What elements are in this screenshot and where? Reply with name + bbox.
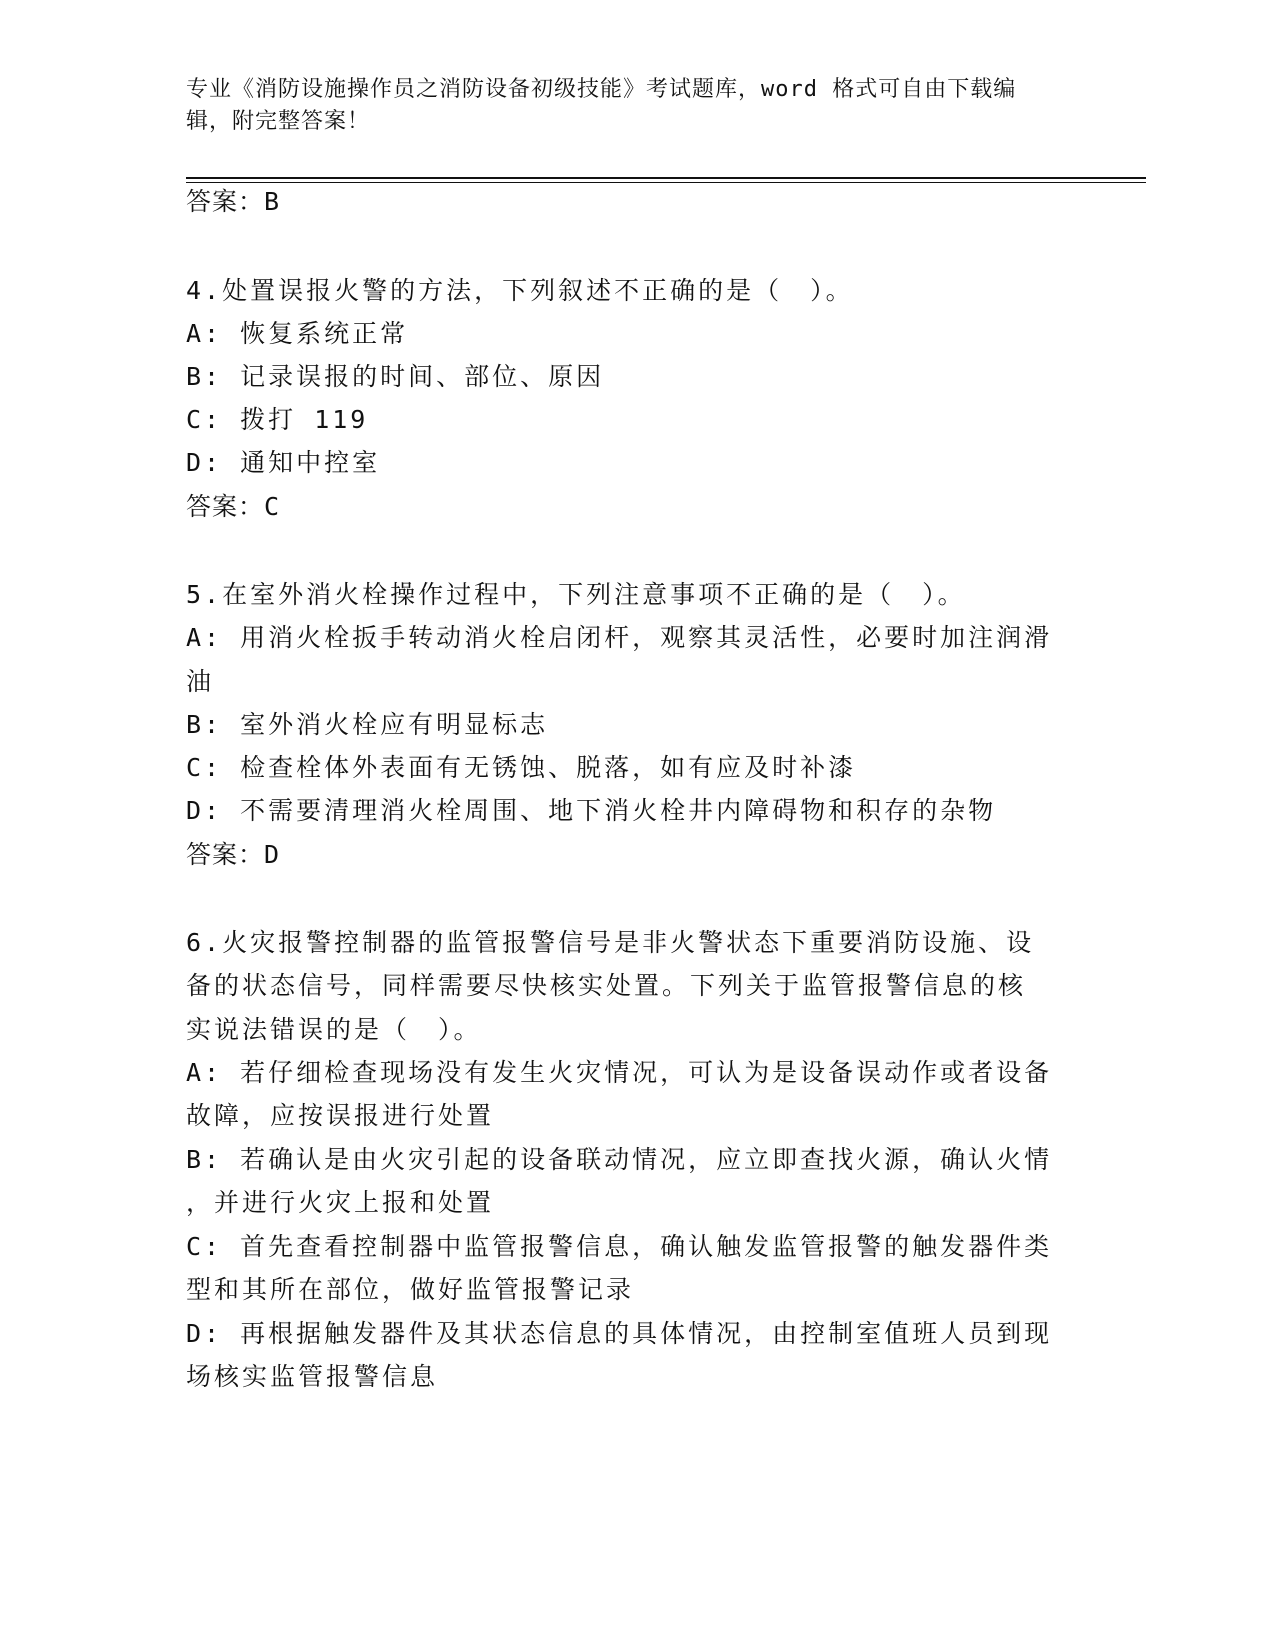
q6-option-a-cont: 故障，应按误报进行处置 <box>186 1101 495 1130</box>
q4-option-b: B: 记录误报的时间、部位、原因 <box>186 362 605 391</box>
answer-label: 答案： <box>186 840 265 869</box>
header-divider-thick <box>186 177 1146 179</box>
q5-option-a-cont: 油 <box>186 667 215 696</box>
answer-value: D <box>264 840 281 869</box>
answer-value: C <box>264 492 281 521</box>
q4-stem: 4.处置误报火警的方法，下列叙述不正确的是（ ）。 <box>186 276 854 305</box>
q5-stem: 5.在室外消火栓操作过程中，下列注意事项不正确的是（ ）。 <box>186 580 966 609</box>
q6-option-c: C: 首先查看控制器中监管报警信息，确认触发监管报警的触发器件类 <box>186 1232 1053 1261</box>
q3-answer <box>186 186 280 218</box>
q4-option-c: C: 拨打 119 <box>186 405 369 434</box>
q6-option-b-cont: ，并进行火灾上报和处置 <box>186 1188 495 1217</box>
q6-option-a: A: 若仔细检查现场没有发生火灾情况，可认为是设备误动作或者设备 <box>186 1058 1053 1087</box>
header-line-1: 专业《消防设施操作员之消防设备初级技能》考试题库，word 格式可自由下载编 <box>186 77 1017 102</box>
q6-stem-line-2: 备的状态信号，同样需要尽快核实处置。下列关于监管报警信息的核 <box>186 971 1027 1000</box>
q4-option-d: D: 通知中控室 <box>186 448 381 477</box>
q5-option-d: D: 不需要清理消火栓周围、地下消火栓井内障碍物和积存的杂物 <box>186 796 997 825</box>
q6-option-c-cont: 型和其所在部位，做好监管报警记录 <box>186 1275 635 1304</box>
q5-answer <box>186 839 280 871</box>
q5-option-b: B: 室外消火栓应有明显标志 <box>186 710 549 739</box>
q4-answer <box>186 491 280 523</box>
q4-option-a: A: 恢复系统正常 <box>186 319 409 348</box>
q6-option-b: B: 若确认是由火灾引起的设备联动情况，应立即查找火源，确认火情 <box>186 1145 1053 1174</box>
answer-value: B <box>264 187 281 216</box>
document-header <box>186 74 1056 138</box>
q5-option-a: A: 用消火栓扳手转动消火栓启闭杆，观察其灵活性，必要时加注润滑 <box>186 623 1053 652</box>
answer-label: 答案： <box>186 187 265 216</box>
answer-label: 答案： <box>186 492 265 521</box>
header-divider-thin <box>186 182 1146 183</box>
q6-option-d: D: 再根据触发器件及其状态信息的具体情况，由控制室值班人员到现 <box>186 1319 1053 1348</box>
q6-stem-line-1: 6.火灾报警控制器的监管报警信号是非火警状态下重要消防设施、设 <box>186 928 1035 957</box>
q5-option-c: C: 检查栓体外表面有无锈蚀、脱落，如有应及时补漆 <box>186 753 857 782</box>
header-line-2: 辑，附完整答案！ <box>186 109 371 134</box>
q6-stem-line-3: 实说法错误的是（ ）。 <box>186 1015 482 1044</box>
q6-option-d-cont: 场核实监管报警信息 <box>186 1362 439 1391</box>
